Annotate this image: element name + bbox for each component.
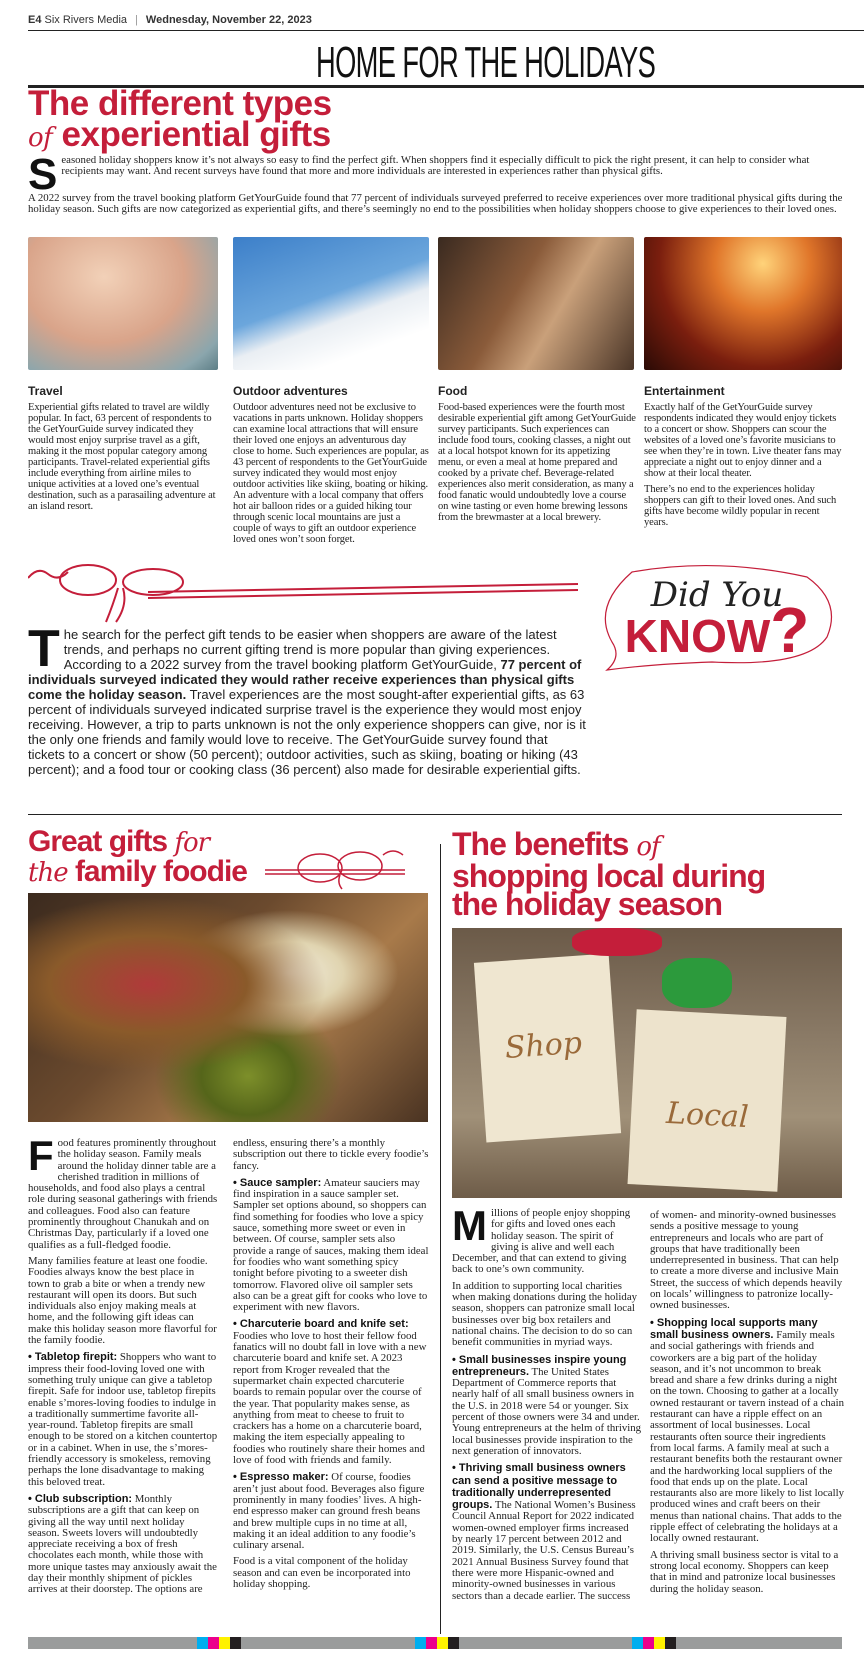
article3-column1: Millions of people enjoy shopping for gifts and loved ones each holiday season. The spirit of giving is alive and well each December, and that can extend to giving back to one’s own community. In addition to supporting local charities when making donations during the holiday season, shoppers can patronize small local businesses over big box retailers and national chains. The decision to do so can benefit communities in myriad ways. • Small businesses inspire young entrepreneurs. The United States Department of Commerce reports that nearly half of all small business owners in the U.S. in 2018 were 54 or younger. Six percent of those owners were 34 and under. Young entrepreneurs at the helm of thriving local businesses provide inspiration to the next generation of innovators. • Thriving small business owners can send a positive message to traditionally underrepresented groups. The National Women’s Business Council Annual Report for 2022 indicated women-owned employer firms increased by nearly 17 percent between 2012 and 2019. Similarly, the U.S. Census Bureau’s 2021 Annual Business Survey found that there were more Hispanic-owned and minority-owned businesses in various sectors than a decade earlier. The success [452, 1202, 642, 1602]
did-you-know-graphic: Did You KNOW? [624, 575, 810, 666]
column-outdoor: Outdoor adventures Outdoor adventures need not be exclusive to vacations in parts unknown. Holiday shoppers can examine local attractions that will ensure their loved one enjoys an adventurous day close to home. Such experiences are popular, as 43 percent of respondents to the GetYourGuide survey indicated they would most enjoy outdoor activities like skiing, boating or hiking. An adventure with a local company that offers hot air balloon rides or a guided hiking tour through scenic local mountains are just a couple of ways to gift an outdoor experience loved ones won’t soon forget. [233, 384, 429, 545]
color-registration-marks [415, 1637, 459, 1649]
header-rule [28, 30, 864, 31]
shop-local-photo [452, 928, 842, 1198]
color-registration-marks [197, 1637, 241, 1649]
color-registration-marks [632, 1637, 676, 1649]
folio: E4 Six Rivers Media | Wednesday, November 22, 2023 [28, 14, 312, 26]
article1-intro: Seasoned holiday shoppers know it’s not always so easy to find the perfect gift. When shoppers find it especially difficult to pick the right present, it can help to consider what recipients may want. And recent surveys have found that more and more individuals are interested in experiences rather than physical gifts. A 2022 survey from the travel booking platform GetYourGuide found that 77 percent of individuals surveyed preferred to receive experiences over more traditional physical gifts during the holiday season. Such gifts are now categorized as experiential gifts, and there’s seemingly no end to the possibilities when holiday shoppers choose to give experiences to their loved ones. [28, 150, 843, 215]
ribbon-bow-icon [28, 560, 583, 624]
article2-column2: endless, ensuring there’s a monthly subscription out there to tickle every foodie’s fancy. • Sauce sampler: Amateur sauciers may find inspiration in a sauce sampler set. Sampler set options abound, so shoppers can find something for foodies who love a spicy sauce, something more sweet or even in between. Of course, sampler sets also provide a range of sauces, making them ideal for foodies who want something spicy tonight before pivoting to a sweeter dish tomorrow. Flavored olive oil sampler sets also can be a great gift for cooks who love to experiment with new flavors. • Charcuterie board and knife set: Foodies who love to host their fellow food fanatics will no doubt fall in love with a new charcuterie board and knife set. A 2023 report from Kroger revealed that the supermarket chain expected charcuterie boards to remain popular over the course of the year. That popularity makes sense, as anything from meat to cheese to fruit to crackers has a home on a charcuterie board, making the item especially appealing to foodies who routinely share their homes and love of food with friends and family. • Espresso maker: Of course, foodies aren’t just about food. Beverages also figure prominently in many foodies’ lives. A high-end espresso maker can ground fresh beans and brew multiple cups in no time at all, making it an ideal addition to any foodie’s culinary arsenal. Food is a vital component of the holiday season and can even be incorporated into holiday shopping. [233, 1137, 429, 1590]
green-tissue [662, 958, 732, 1008]
publication-name: Six Rivers Media [44, 14, 128, 26]
drop-cap: S [28, 150, 58, 199]
column-divider [440, 844, 441, 1634]
article3-column2: of women- and minority-owned businesses sends a positive message to young entrepreneurs and locals who are part of groups that have traditionally been underrepresented in business. That can help to create a more diverse and inclusive Main Street, the success of which depends heavily on locals’ willingness to patronize locally-owned businesses. • Shopping local supports many small business owners. Family meals and social gatherings with friends and coworkers are a big part of the holiday season, and it’s not uncommon to break bread and share a few drinks during a night on the town. Choosing to gather at a locally owned restaurant or tavern instead of a chain restaurant can have a ripple effect on an assortment of local businesses. Local restaurants often source their ingredients from local farms. A family meal at such a restaurant benefits both the restaurant owner and the hardworking local suppliers of the food that ends up on the plate. Local restaurants also are more likely to list locally produced wines and craft beers on their menus than national chains. That adds to the ripple effect of celebrating the holidays at a locally owned restaurant. A thriving small business sector is vital to a strong local economy. Shoppers can keep that in mind and patronize local businesses during the holiday season. [650, 1209, 844, 1595]
article3-title: The benefits of shopping local during the holiday season [452, 826, 766, 922]
tote-bag-local: Local [628, 1009, 787, 1192]
section-title: HOME FOR THE HOLIDAYS [316, 38, 656, 87]
dining-photo [438, 237, 634, 370]
column-travel: Travel Experiential gifts related to travel are wildly popular. In fact, 63 percent of respondents to the GetYourGuide survey indicated they would most enjoy surprise travel as a gift, making it the most popular category among participants. Travel-related experiential gifts include everything from airline miles to unique activities at a loved one’s eventual destination, such as a parasailing adventure at an island resort. [28, 384, 216, 512]
charcuterie-photo [28, 893, 428, 1122]
skiing-photo [233, 237, 429, 370]
did-you-know-text: The search for the perfect gift tends to be easier when shoppers are aware of the latest trends, and perhaps no current gifting trend is more popular than giving experiences. According to a 2022 survey from the travel booking platform GetYourGuide, 77 percent of individuals surveyed indicated they would rather receive experiences than physical gifts come the holiday season. Travel experiences are the most sought-after experiential gifts, as 63 percent of individuals surveyed indicated surprise travel is the experience they would most enjoy receiving. However, a trip to parts unknown is not the only experience shoppers can give, nor is it the only one friends and family would love to receive. The GetYourGuide survey found that tickets to a concert or show (50 percent); outdoor activities, such as skiing, boating or hiking (43 percent); and a food tour or cooking class (36 percent) also made for desirable experiential gifts. [28, 620, 586, 777]
article1-title: The different types of experiential gifts [28, 84, 332, 154]
tote-bag-shop: Shop [474, 954, 621, 1143]
section-divider [28, 814, 842, 815]
article2-column1: Food features prominently throughout the holiday season. Family meals around the holiday dinner table are a cherished tradition in millions of households, and food also plays a central role during seasonal gatherings with friends and colleagues. Food also can feature prominently throughout Chanukah and on Christmas Day, particularly if a loved one qualifies as a full-fledged foodie. Many families feature at least one foodie. Foodies always know the best place in town to grab a bite or when a trendy new restaurant will open its doors. But such individuals also enjoy making meals at home, and the following gift ideas can make this holiday season more flavorful for the family foodie. • Tabletop firepit: Shoppers who want to impress their food-loving loved one with something truly unique can give a tabletop firepit. Safe for indoor use, tabletop firepits enable s’mores-loving foodies to indulge in a traditionally summertime favorite all-year-round. Tabletop firepits are small enough to be stored on a kitchen countertop or in a cabinet. When in use, the s’mores-friendly accessory is smokeless, removing perhaps the lone disadvantage to making this beloved treat. • Club subscription: Monthly subscriptions are a gift that can keep on giving all the way until next holiday season. Sweets lovers will undoubtedly appreciate receiving a box of fresh chocolates each month, while those with more unique tastes may anxiously await the day their monthly shipment of pickles arrives at their doorstep. The options are [28, 1132, 218, 1596]
column-food: Food Food-based experiences were the fourth most desirable experiential gift among GetYourGuide survey participants. Such experiences can include food tours, cooking classes, a night out at a local hotspot known for its appetizing menu, or even a meal at home prepared and cooked by a private chef. Beverage-related experiences also merit consideration, as many a food fanatic would undoubtedly love a course on wine tasting or even home brewing lessons from the brewmaster at a local brewery. [438, 384, 636, 523]
column-entertainment: Entertainment Exactly half of the GetYourGuide survey respondents indicated they would enjoy tickets to a concert or show. Shoppers can scour the websites of a loved one’s favorite musicians to see when they’re in town. Live theater fans may appreciate a night out to enjoy dinner and a show at their local theater. There’s no end to the experiences holiday shoppers can gift to their loved ones. And such gifts have become wildly popular in recent years. [644, 384, 842, 528]
red-tissue [572, 928, 662, 956]
bow-icon [265, 840, 415, 890]
issue-date: Wednesday, November 22, 2023 [145, 14, 312, 26]
page-number: E4 [28, 14, 42, 26]
article2-title: Great gifts for the family foodie [28, 825, 247, 888]
concert-photo [644, 237, 842, 370]
registration-bar [28, 1637, 842, 1649]
travel-photo [28, 237, 218, 370]
